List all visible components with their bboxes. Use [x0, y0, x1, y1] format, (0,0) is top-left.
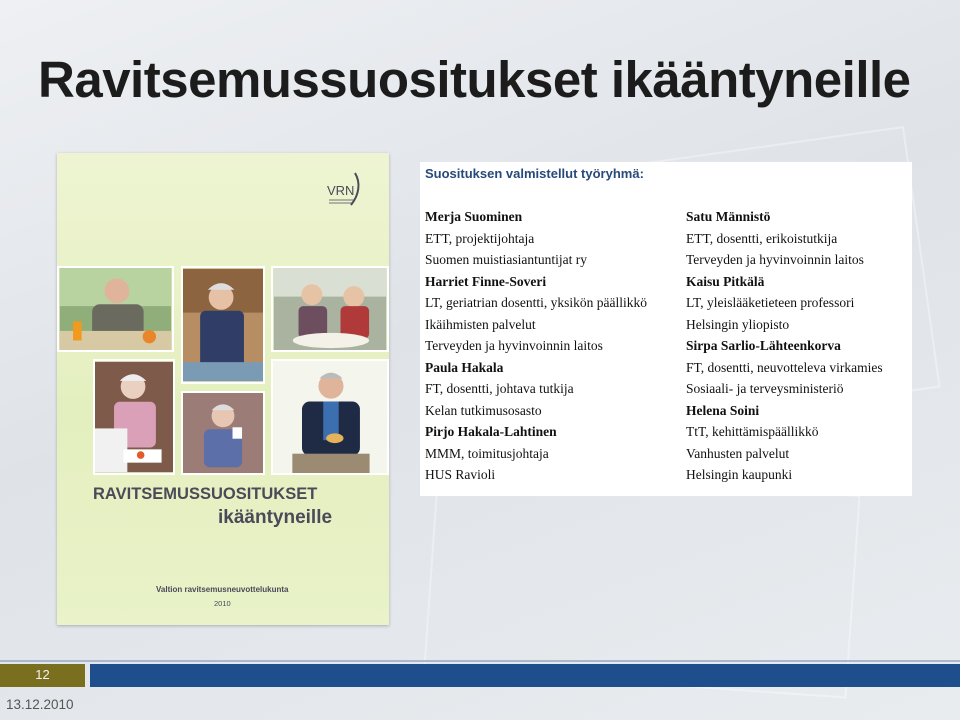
- person-entry: [425, 271, 647, 357]
- footer-accent-bar: [90, 664, 960, 687]
- person-detail: Ikäihmisten palvelut: [425, 316, 536, 332]
- page-number: 12: [35, 667, 50, 682]
- person-name: Sirpa Sarlio-Lähteenkorva: [686, 338, 841, 353]
- book-cover-image: [57, 153, 389, 625]
- person-name: Merja Suominen: [425, 209, 523, 224]
- person-entry: [425, 206, 647, 271]
- person-detail: Helsingin kaupunki: [686, 467, 793, 482]
- person-name: Helena Soini: [686, 402, 760, 418]
- photo-elderly-women-dining: [271, 266, 389, 352]
- photo-woman-with-cup: [181, 391, 265, 475]
- photo-elderly-man-eating: [57, 266, 174, 352]
- person-detail: Vanhusten palvelut: [686, 445, 790, 461]
- working-group-heading: Suosituksen valmistellut työryhmä:: [425, 166, 644, 181]
- person-detail: Sosiaali- ja terveysministeriö: [686, 381, 844, 396]
- person-entry: [686, 335, 883, 400]
- person-entry: [425, 421, 647, 486]
- photo-man-eating-sandwich: [271, 359, 389, 475]
- cover-title-line2: ikääntyneille: [218, 507, 333, 528]
- person-name: Pirjo Hakala-Lahtinen: [425, 424, 557, 439]
- person-detail: TtT, kehittämispäällikkö: [686, 424, 819, 439]
- working-group-panel: [420, 162, 912, 496]
- person-detail: ETT, dosentti, erikoistutkija: [686, 230, 838, 246]
- logo-text: VRN: [327, 183, 355, 198]
- person-name: Harriet Finne-Soveri: [425, 273, 547, 289]
- person-entry: [686, 271, 883, 336]
- footer-divider: [0, 660, 960, 662]
- person-detail: Helsingin yliopisto: [686, 316, 790, 332]
- person-entry: [686, 206, 883, 271]
- cover-title-line1: RAVITSEMUSSUOSITUKSET: [93, 485, 318, 503]
- person-detail: FT, dosentti, neuvotteleva virkamies: [686, 359, 883, 375]
- person-entry: [686, 400, 883, 486]
- person-detail: LT, yleislääketieteen professori: [686, 295, 855, 310]
- person-detail: LT, geriatrian dosentti, yksikön päällikkö: [425, 295, 647, 310]
- slide-title: Ravitsemussuositukset ikääntyneille: [38, 51, 911, 108]
- person-detail: HUS Ravioli: [425, 467, 496, 482]
- cover-year: 2010: [214, 599, 231, 608]
- person-detail: Terveyden ja hyvinvoinnin laitos: [686, 252, 864, 267]
- person-detail: Suomen muistiasiantuntijat ry: [425, 252, 587, 267]
- photo-caregiver-feeding: [93, 359, 175, 475]
- person-name: Kaisu Pitkälä: [686, 273, 765, 289]
- photo-woman-eating: [181, 266, 265, 384]
- cover-publisher: Valtion ravitsemusneuvottelukunta: [156, 585, 289, 594]
- vrn-logo: [325, 169, 367, 209]
- person-entry: [425, 357, 647, 422]
- person-detail: Terveyden ja hyvinvoinnin laitos: [425, 338, 603, 353]
- person-name: Satu Männistö: [686, 209, 771, 224]
- person-detail: ETT, projektijohtaja: [425, 230, 535, 246]
- person-detail: FT, dosentti, johtava tutkija: [425, 381, 574, 396]
- person-name: Paula Hakala: [425, 359, 504, 375]
- working-group-left-column: [425, 206, 647, 486]
- working-group-right-column: [686, 206, 883, 486]
- person-detail: Kelan tutkimusosasto: [425, 402, 542, 418]
- slide-date: 13.12.2010: [6, 697, 74, 712]
- person-detail: MMM, toimitusjohtaja: [425, 445, 549, 461]
